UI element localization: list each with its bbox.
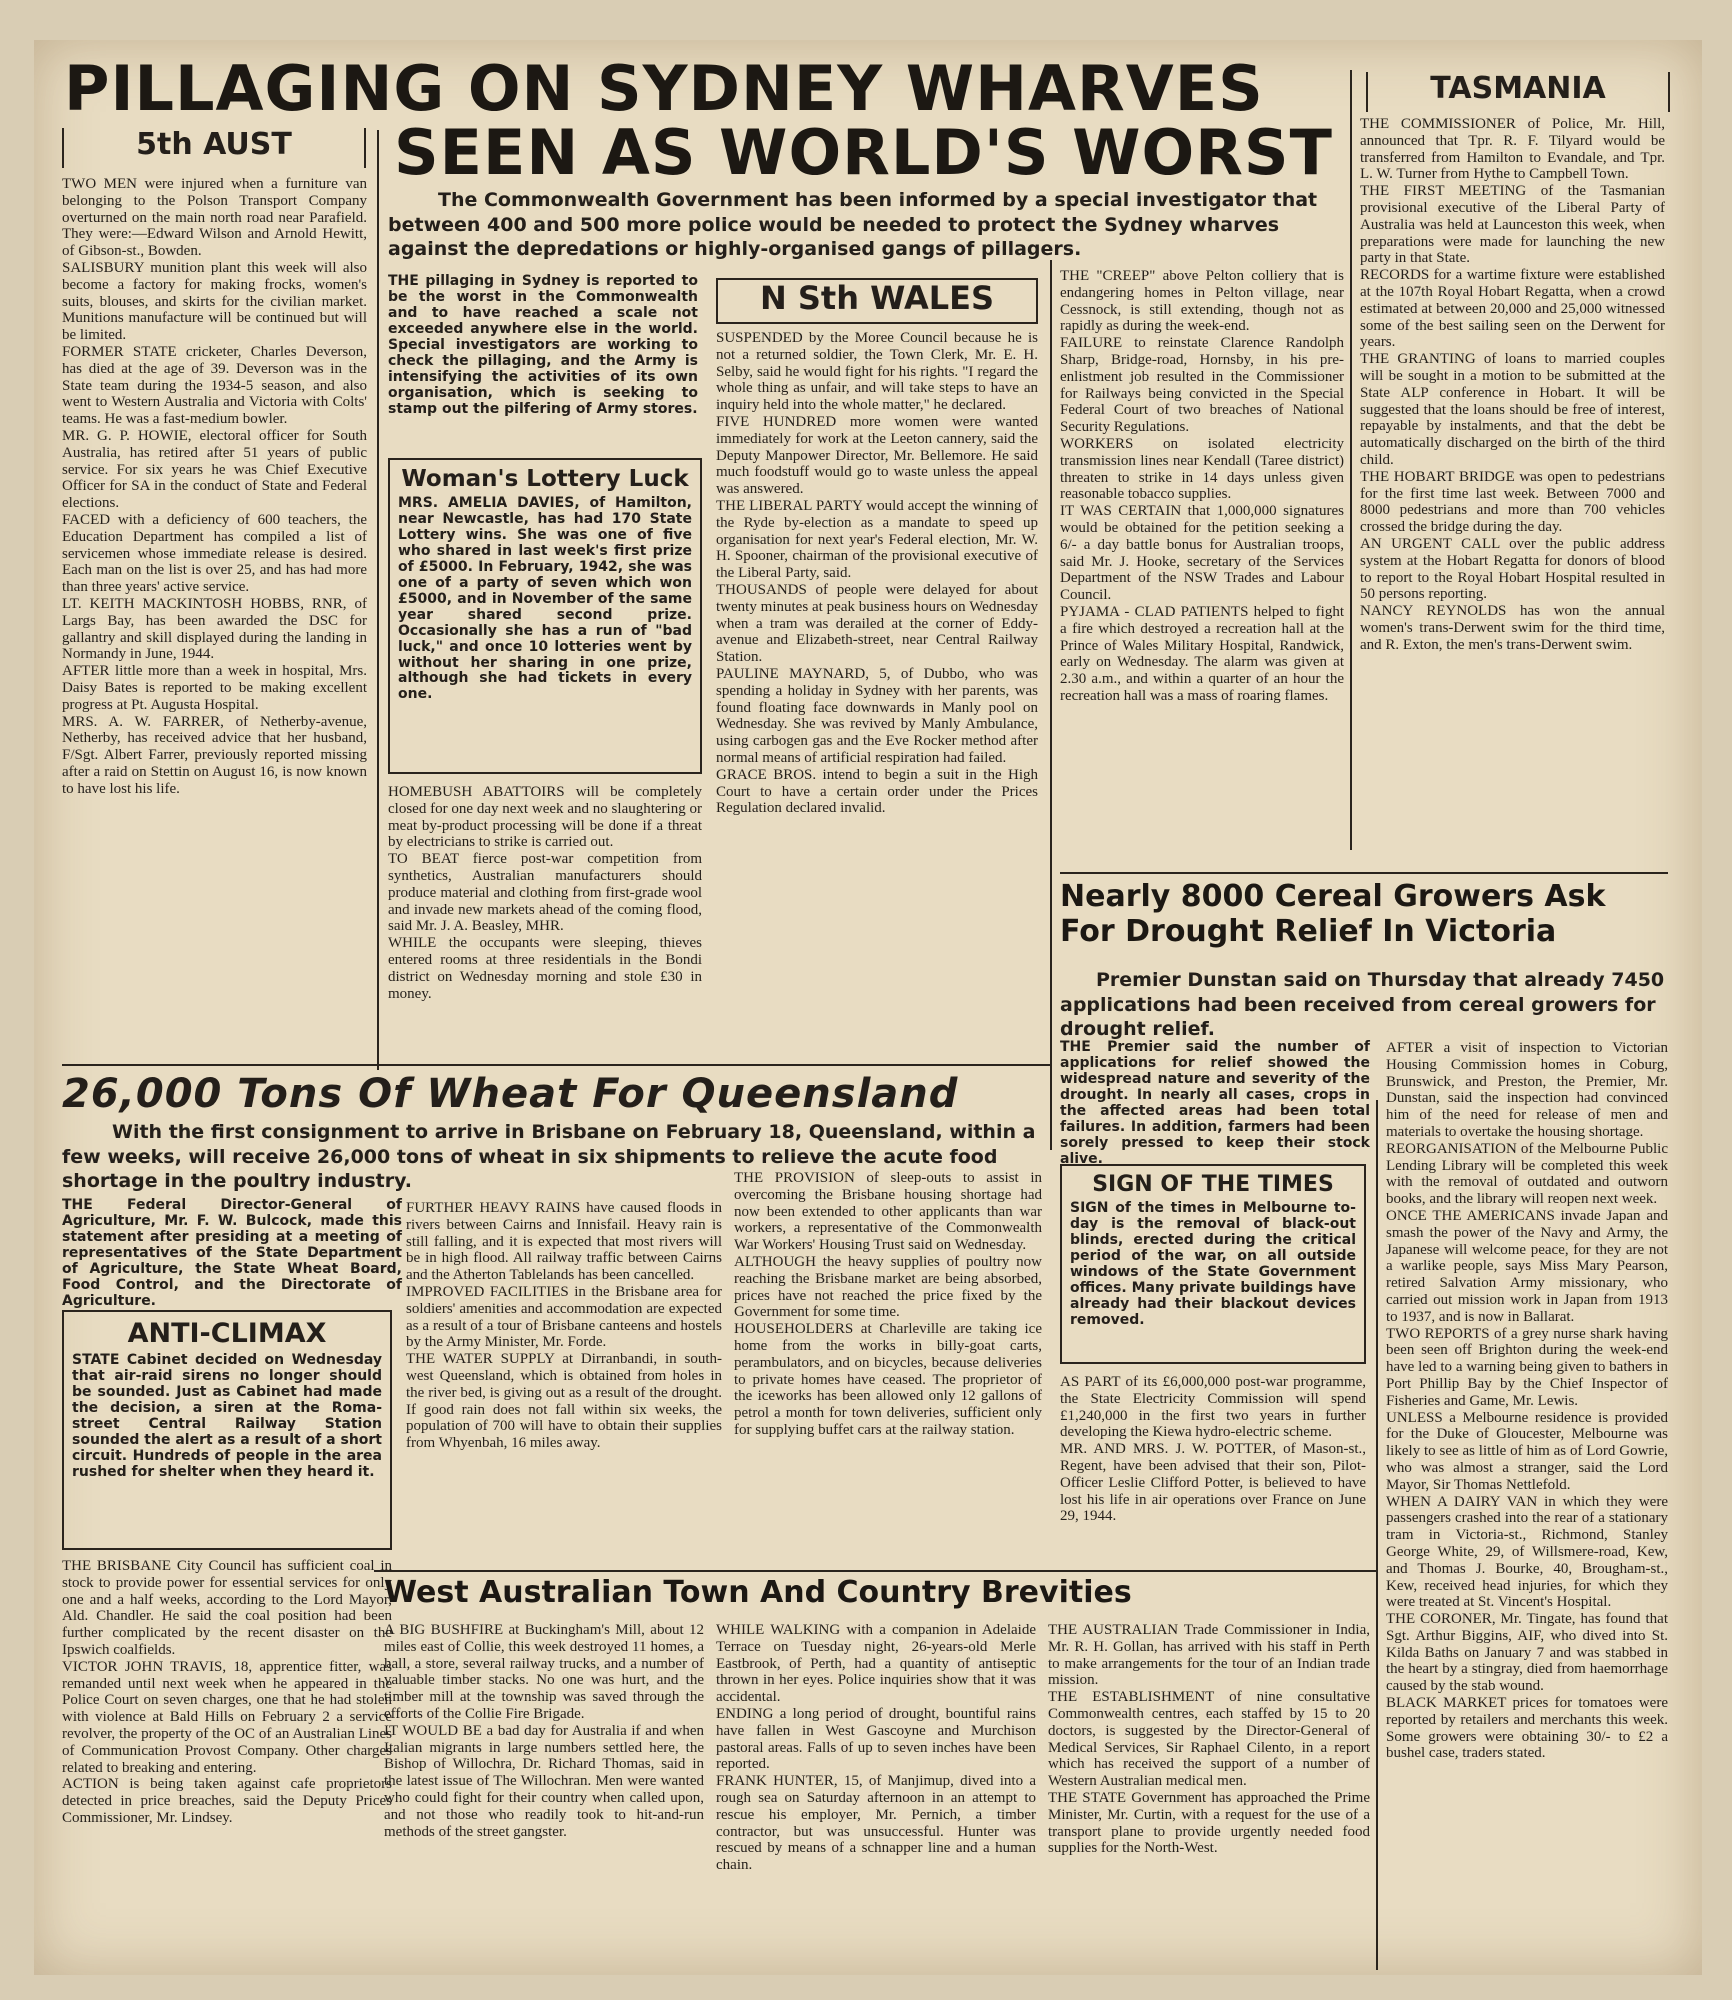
main-column-2-text: HOMEBUSH ABATTOIRS will be completely closed for one day next week and no slaughtering or meat by-product processing will be done if a threat by electricians to strike is carried out. TO BEAT fierce post-war competition from synthetics, Australian manufacturers should produce material and clothing from first-grade wool and invade new markets ahead of the coming flood, said Mr. J. A. Beasley, MHR. WHILE the occupants were sleeping, thieves entered rooms at three residentials in the Bondi district on Wednesday morning and stole £30 in money.: [388, 784, 702, 1002]
column-rule: [377, 130, 379, 1070]
wheat-headline: 26,000 Tons Of Wheat For Queensland: [62, 1071, 959, 1117]
qld-column-3: [734, 1170, 1042, 1566]
vic-column-1-text: AS PART of its £6,000,000 post-war programme, the State Electricity Commission will spend £1,240,000 in the first two years in further developing the Kiewa hydro-electric scheme. MR. AND MRS. J. W. POTTER, of Mason-st., Regent, have been advised that their son, Pilot-Officer Leslie Clifford Potter, is believed to have lost his life in air operations over France on June 29, 1944.: [1060, 1374, 1366, 1525]
wheat-lead-text: THE Federal Director-General of Agriculture, Mr. F. W. Bulcock, made this statement after presiding at a meeting of representatives of the State Department of Agriculture, the State Wheat Board, Food Control, and the Directorate of Agriculture.: [62, 1197, 402, 1309]
wa-column-2-text: WHILE WALKING with a companion in Adelaide Terrace on Tuesday night, 26-years-old Merle Eastbrook, of Perth, had a quantity of antiseptic thrown in her eyes. Police inquiries show that it was accidental. ENDING a long period of drought, bountiful rains have fallen in West Gascoyne and Murchison pastoral areas. Falls of up to seven inches have been reported. FRANK HUNTER, 15, of Manjimup, dived into a rough sea on Saturday afternoon in an attempt to rescue his employer, Mr. Pernich, a timber contractor, but was unsuccessful. Hunter was rescued by means of a schnapper line and a human chain.: [716, 1622, 1036, 1874]
wheat-lead: [62, 1197, 402, 1309]
section-rule: [1060, 872, 1668, 874]
vic-column-1: [1060, 1374, 1366, 1564]
sign-of-times-text: SIGN of the times in Melbourne to-day is the removal of black-out blinds, erected during the critical period of the war, on all outside windows of the State Government offices. Many private buildings have already had their blackout devices removed.: [1070, 1200, 1356, 1328]
wa-column-1: [384, 1622, 704, 1962]
cereal-headline-text: Nearly 8000 Cereal Growers Ask For Drought Relief In Victoria: [1060, 879, 1606, 949]
section-label-sa: 5th AUST: [62, 128, 366, 168]
column-rule: [1350, 70, 1352, 850]
column-rule: [1376, 1100, 1378, 1970]
vic-column-2-text: AFTER a visit of inspection to Victorian Housing Commission homes in Coburg, Brunswick, and Preston, the Premier, Mr. Dunstan, said the inspection had convinced him of the need for release of men and materials to overtake the housing shortage. REORGANISATION of the Melbourne Public Lending Library will be completed this week with the removal of outdated and outworn books, and the library will reopen next week. ONCE THE AMERICANS invade Japan and smash the power of the Navy and Army, the Japanese will welcome peace, for they are not a warlike people, says Miss Mary Pearson, retired Salvation Army missionary, who carried out mission work in Japan from 1913 to 1937, and is now in Ballarat. TWO REPORTS of a grey nurse shark having been seen off Brighton during the week-end have led to a warning being given to bathers in Port Phillip Bay by the Chief Inspector of Fisheries and Game, Mr. Lewis. UNLESS a Melbourne residence is provided for the Duke of Gloucester, Melbourne was likely to see as little of him as of Lord Gowrie, who was almost a stranger, said the Lord Mayor, Sir Thomas Nettlefold. WHEN A DAIRY VAN in which they were passengers crashed into the rear of a stationary tram in Victoria-st., Richmond, Stanley George White, 29, of Willsmere-road, Kew, and Thomas J. Bourke, 40, Brougham-st., Kew, received head injuries, for which they were treated at St. Vincent's Hospital. THE CORONER, Mr. Tingate, has found that Sgt. Arthur Biggins, AIF, who dived into St. Kilda Baths on January 7 and was stabbed in the heart by a stingray, died from haemorrhage caused by the stab wound. BLACK MARKET prices for tomatoes were reported by retailers and merchants this week. Some growers were obtaining 30/- to £2 a bushel case, traders stated.: [1386, 1040, 1668, 1762]
cereal-headline: [1060, 880, 1666, 960]
cereal-lead: [1060, 1039, 1370, 1167]
qld-column-1-text: THE BRISBANE City Council has sufficient coal in stock to provide power for essential services for only one and a half weeks, according to the Lord Mayor, Ald. Chandler. He said the coal position had been further complicated by the recent disaster on the Ipswich coalfields. VICTOR JOHN TRAVIS, 18, apprentice fitter, was remanded until next week when he appeared in the Police Court on seven charges, one that he had stolen with violence at Bald Hills on February 2 a service revolver, the property of the OC of an Australian Lines of Communication Provost Company. Other charges related to breaking and entering. ACTION is being taken against cafe proprietors detected in price breaches, said the Deputy Prices Commissioner, Mr. Lindsey.: [62, 1558, 392, 1826]
wa-column-3: [1048, 1622, 1370, 1962]
sa-column-text: TWO MEN were injured when a furniture van belonging to the Polson Transport Company overturned on the main north road near Parafield. They were:—Edward Wilson and Arnold Hewitt, of Gibson-st., Bowden. SALISBURY munition plant this week will also become a factory for making frocks, women's suits, blouses, and skirts for the civilian market. Munitions manufacture will be continued but will be limited. FORMER STATE cricketer, Charles Deverson, has died at the age of 39. Deverson was in the State team during the 1934-5 season, and also went to Western Australia and Victoria with Colts' teams. He was a fast-medium bowler. MR. G. P. HOWIE, electoral officer for South Australia, has retired after 51 years of public service. For six years he was Chief Executive Officer for SA in the conduct of State and Federal elections. FACED with a deficiency of 600 teachers, the Education Department has compiled a list of servicemen whose immediate release is desired. Each man on the list is over 25, and has had more than three years' active service. LT. KEITH MACKINTOSH HOBBS, RNR, of Largs Bay, has been awarded the DSC for gallantry and skill displayed during the landing in Normandy in June, 1944. AFTER little more than a week in hospital, Mrs. Daisy Bates is reported to be making excellent progress at Pt. Augusta Hospital. MRS. A. W. FARRER, of Netherby-avenue, Netherby, has received advice that her husband, F/Sgt. Albert Farrer, previously reported missing after a raid on Stettin on August 16, is now known to have lost his life.: [62, 176, 367, 797]
main-headline-line2: SEEN AS WORLD'S WORST: [394, 116, 1333, 189]
section-label-tas: TASMANIA: [1366, 72, 1670, 112]
anticlimax-title: ANTI-CLIMAX: [127, 1318, 327, 1349]
nsw-column: [716, 330, 1038, 1060]
sa-column: [62, 176, 367, 1036]
newspaper-page: [34, 40, 1702, 1975]
qld-column-2: [406, 1200, 722, 1566]
nsw-column-text: SUSPENDED by the Moree Council because he is not a returned soldier, the Town Clerk, Mr. E. H. Selby, said he would fight for his rights. "I regard the whole thing as unfair, and will take steps to have an inquiry held into the whole matter," he declared. FIVE HUNDRED more women were wanted immediately for work at the Leeton cannery, said the Deputy Manpower Director, Mr. Bellemore. He said much foodstuff would go to waste unless the appeal was answered. THE LIBERAL PARTY would accept the winning of the Ryde by-election as a mandate to speed up organisation for next year's Federal election, Mr. W. H. Spooner, chairman of the provisional executive of the Liberal Party, said. THOUSANDS of people were delayed for about twenty minutes at peak business hours on Wednesday when a tram was derailed at the corner of Eddy-avenue and Elizabeth-street, near Central Railway Station. PAULINE MAYNARD, 5, of Dubbo, who was spending a holiday in Sydney with her parents, was found floating face downwards in Manly pool on Wednesday. She was revived by Manly Ambulance, using carbogen gas and the Eve Rocker method after normal means of artificial respiration had failed. GRACE BROS. intend to begin a suit in the High Court to have a certain order under the Prices Regulation declared invalid.: [716, 330, 1038, 817]
section-label-nsw: N Sth WALES: [716, 278, 1038, 324]
qld-column-1: [62, 1558, 392, 1958]
cereal-lead-text: THE Premier said the number of applications for relief showed the widespread nature and severity of the drought. In nearly all cases, crops in the affected areas had been total failures. In addition, farmers had been sorely pressed to keep their stock alive.: [1060, 1039, 1370, 1167]
wa-column-2: [716, 1622, 1036, 1962]
main-lead: [388, 274, 698, 450]
anticlimax-box: [62, 1310, 392, 1550]
wa-column-1-text: A BIG BUSHFIRE at Buckingham's Mill, about 12 miles east of Collie, this week destroyed 11 homes, a hall, a store, several railway trucks, and a number of valuable timber stacks. No one was hurt, and the timber mill at the township was saved through the efforts of the Collie Fire Brigade. IT WOULD BE a bad day for Australia if and when Italian migrants in large numbers settled here, the Bishop of Willochra, Dr. Richard Thomas, said in the latest issue of The Willochran. Men were wanted who could fight for their country when called upon, and not those who readily took to hit-and-run methods of the street gangster.: [384, 1622, 704, 1840]
lottery-text: MRS. AMELIA DAVIES, of Hamilton, near Newcastle, has had 170 State Lottery wins. She was one of five who shared in last week's first prize of £5000. In February, 1942, she was one of a party of seven which won £5000, and in November of the same year shared second prize. Occasionally she has a run of "bad luck," and once 10 lotteries went by without her sharing in one prize, although she had tickets in every one.: [398, 495, 692, 703]
tas-column: [1360, 116, 1665, 856]
column-rule: [1050, 260, 1052, 1150]
qld-column-3-text: THE PROVISION of sleep-outs to assist in overcoming the Brisbane housing shortage had now been extended to other applicants than war workers, a representative of the Commonwealth War Workers' Housing Trust said on Wednesday. ALTHOUGH the heavy supplies of poultry now reaching the Brisbane market are being absorbed, prices have not reached the price fixed by the Government for some time. HOUSEHOLDERS at Charleville are taking ice home from the works in billy-goat carts, perambulators, and on bicycles, because deliveries to private homes have ceased. The proprietor of the iceworks has been allowed only 12 gallons of petrol a month for town deliveries, sufficient only for supplying buffet cars at the railway station.: [734, 1170, 1042, 1438]
nsw-column-2-text: THE "CREEP" above Pelton colliery that is endangering homes in Pelton village, near Cessnock, is still extending, though not as rapidly as during the week-end. FAILURE to reinstate Clarence Randolph Sharp, Bridge-road, Hornsby, in his pre-enlistment job resulted in the Commissioner for Railways being convicted in the Special Federal Court of two breaches of National Security Regulations. WORKERS on isolated electricity transmission lines near Kendall (Taree district) threaten to strike in 14 days unless given reasonable tobacco supplies. IT WAS CERTAIN that 1,000,000 signatures would be obtained for the petition seeking a 6/- a day battle bonus for Australian troops, said Mr. J. Hooke, secretary of the Services Department of the NSW Trades and Labour Council. PYJAMA - CLAD PATIENTS helped to fight a fire which destroyed a recreation hall at the Prince of Wales Military Hospital, Randwick, early on Wednesday. The alarm was given at 2.30 a.m., and within a quarter of an hour the recreation hall was a mass of roaring flames.: [1060, 268, 1344, 704]
lottery-title: Woman's Lottery Luck: [401, 466, 689, 492]
section-rule: [62, 1064, 1050, 1066]
nsw-column-2: [1060, 268, 1344, 868]
main-deck: The Commonwealth Government has been informed by a special investigator that between 400 and 500 more police would be needed to protect the Sydney wharves against the depredations or highly-organised gangs of pillagers.: [388, 189, 1318, 261]
main-headline-line1: PILLAGING ON SYDNEY WHARVES: [64, 52, 1264, 125]
cereal-deck: Premier Dunstan said on Thursday that already 7450 applications had been received from cereal growers for drought relief.: [1060, 969, 1665, 1041]
section-rule: [374, 1570, 1376, 1572]
anticlimax-text: STATE Cabinet decided on Wednesday that air-raid sirens no longer should be sounded. Just as Cabinet had made the decision, a siren at the Roma-street Central Railway Station sounded the alert as a result of a short circuit. Hundreds of people in the area rushed for shelter when they heard it.: [72, 1352, 382, 1480]
wheat-deck: With the first consignment to arrive in Brisbane on February 18, Queensland, within a few weeks, will receive 26,000 tons of wheat in six shipments to relieve the acute food shortage in the poultry industry.: [62, 1121, 1036, 1193]
lottery-box: [388, 458, 702, 774]
main-column-2: [388, 784, 702, 1058]
vic-column-2: [1386, 1040, 1668, 1960]
main-lead-text: THE pillaging in Sydney is reported to be the worst in the Commonwealth and to have reached a scale not exceeded anywhere else in the world. Special investigators are working to check the pillaging, and the Army is intensifying the activities of its own organisation, which is seeking to stamp out the pilfering of Army stores.: [388, 273, 698, 417]
sign-of-times-title: SIGN OF THE TIMES: [1092, 1172, 1334, 1197]
wa-headline: West Australian Town And Country Brevities: [384, 1575, 1132, 1610]
qld-column-2-text: FURTHER HEAVY RAINS have caused floods in rivers between Cairns and Innisfail. Heavy rain is still falling, and it is expected that most rivers will be in high flood. All railway traffic between Cairns and the Atherton Tablelands has been cancelled. IMPROVED FACILITIES in the Brisbane area for soldiers' amenities and accommodation are expected as a result of a tour of Brisbane canteens and hostels by the Army Minister, Mr. Forde. THE WATER SUPPLY at Dirranbandi, in south-west Queensland, which is obtained from holes in the river bed, is giving out as a result of the drought. If good rain does not fall within six weeks, the population of 700 will have to obtain their supplies from Whyenbah, 16 miles away.: [406, 1200, 722, 1452]
sign-of-times-box: [1060, 1164, 1366, 1364]
tas-column-text: THE COMMISSIONER of Police, Mr. Hill, announced that Tpr. R. F. Tilyard would be transferred from Hamilton to Evandale, and Tpr. L. W. Turner from Hythe to Campbell Town. THE FIRST MEETING of the Tasmanian provisional executive of the Liberal Party of Australia was held at Launceston this week, when preparations were made for launching the new party in that State. RECORDS for a wartime fixture were established at the 107th Royal Hobart Regatta, when a crowd estimated at between 20,000 and 25,000 witnessed some of the best sailing seen on the Derwent for years. THE GRANTING of loans to married couples will be sought in a motion to be submitted at the State ALP conference in Hobart. It will be suggested that the loans should be free of interest, repayable by instalments, and that the debt be automatically discharged on the birth of the third child. THE HOBART BRIDGE was open to pedestrians for the first time last week. Between 7000 and 8000 pedestrians and more than 700 vehicles crossed the bridge during the day. AN URGENT CALL over the public address system at the Hobart Regatta for donors of blood to report to the Royal Hobart Hospital resulted in 50 persons reporting. NANCY REYNOLDS has won the annual women's trans-Derwent swim for the third time, and R. Exton, the men's trans-Derwent swim.: [1360, 116, 1665, 653]
wa-column-3-text: THE AUSTRALIAN Trade Commissioner in India, Mr. R. H. Gollan, has arrived with his staff in Perth to make arrangements for the tour of an Indian trade mission. THE ESTABLISHMENT of nine consultative Commonwealth centres, each staffed by 15 to 20 doctors, is suggested by the Director-General of Medical Services, Sir Raphael Cilento, in a report which has received the support of a number of Western Australian medical men. THE STATE Government has approached the Prime Minister, Mr. Curtin, with a request for the use of a transport plane to provide urgently needed food supplies for the North-West.: [1048, 1622, 1370, 1857]
